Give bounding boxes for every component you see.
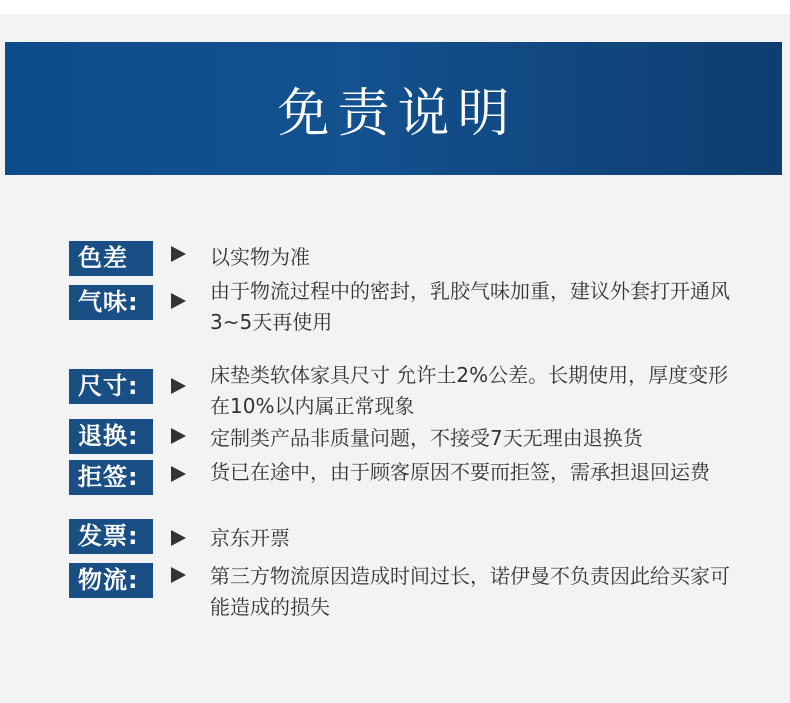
item-text: 货已在途中，由于顾客原因不要而拒签，需承担退回运费 xyxy=(210,460,710,484)
triangle-bullet-icon xyxy=(171,246,186,262)
item-label: 物流: xyxy=(69,563,153,598)
item-label: 发票: xyxy=(69,519,153,554)
triangle-bullet-icon xyxy=(171,293,186,309)
item-text: 定制类产品非质量问题，不接受7天无理由退换货 xyxy=(210,426,643,450)
item-text: 以实物为准 xyxy=(210,245,310,269)
item-label: 尺寸: xyxy=(69,369,153,404)
item-label: 气味: xyxy=(69,285,153,320)
item-label: 色差 xyxy=(69,241,153,276)
triangle-bullet-icon xyxy=(171,428,186,444)
triangle-bullet-icon xyxy=(171,466,186,482)
item-text: 床垫类软体家具尺寸 允许土2%公差。长期使用，厚度变形在10%以内属正常现象 xyxy=(210,363,729,418)
page-title: 免责说明 xyxy=(277,84,518,144)
item-text: 京东开票 xyxy=(210,526,290,550)
triangle-bullet-icon xyxy=(171,378,186,394)
item-label: 拒签: xyxy=(69,460,153,495)
triangle-bullet-icon xyxy=(171,530,186,546)
item-label: 退换: xyxy=(69,419,153,454)
item-text: 第三方物流原因造成时间过长，诺伊曼不负责因此给买家可能造成的损失 xyxy=(210,564,730,619)
item-text: 由于物流过程中的密封，乳胶气味加重，建议外套打开通风3~5天再使用 xyxy=(210,279,730,334)
triangle-bullet-icon xyxy=(171,567,186,583)
